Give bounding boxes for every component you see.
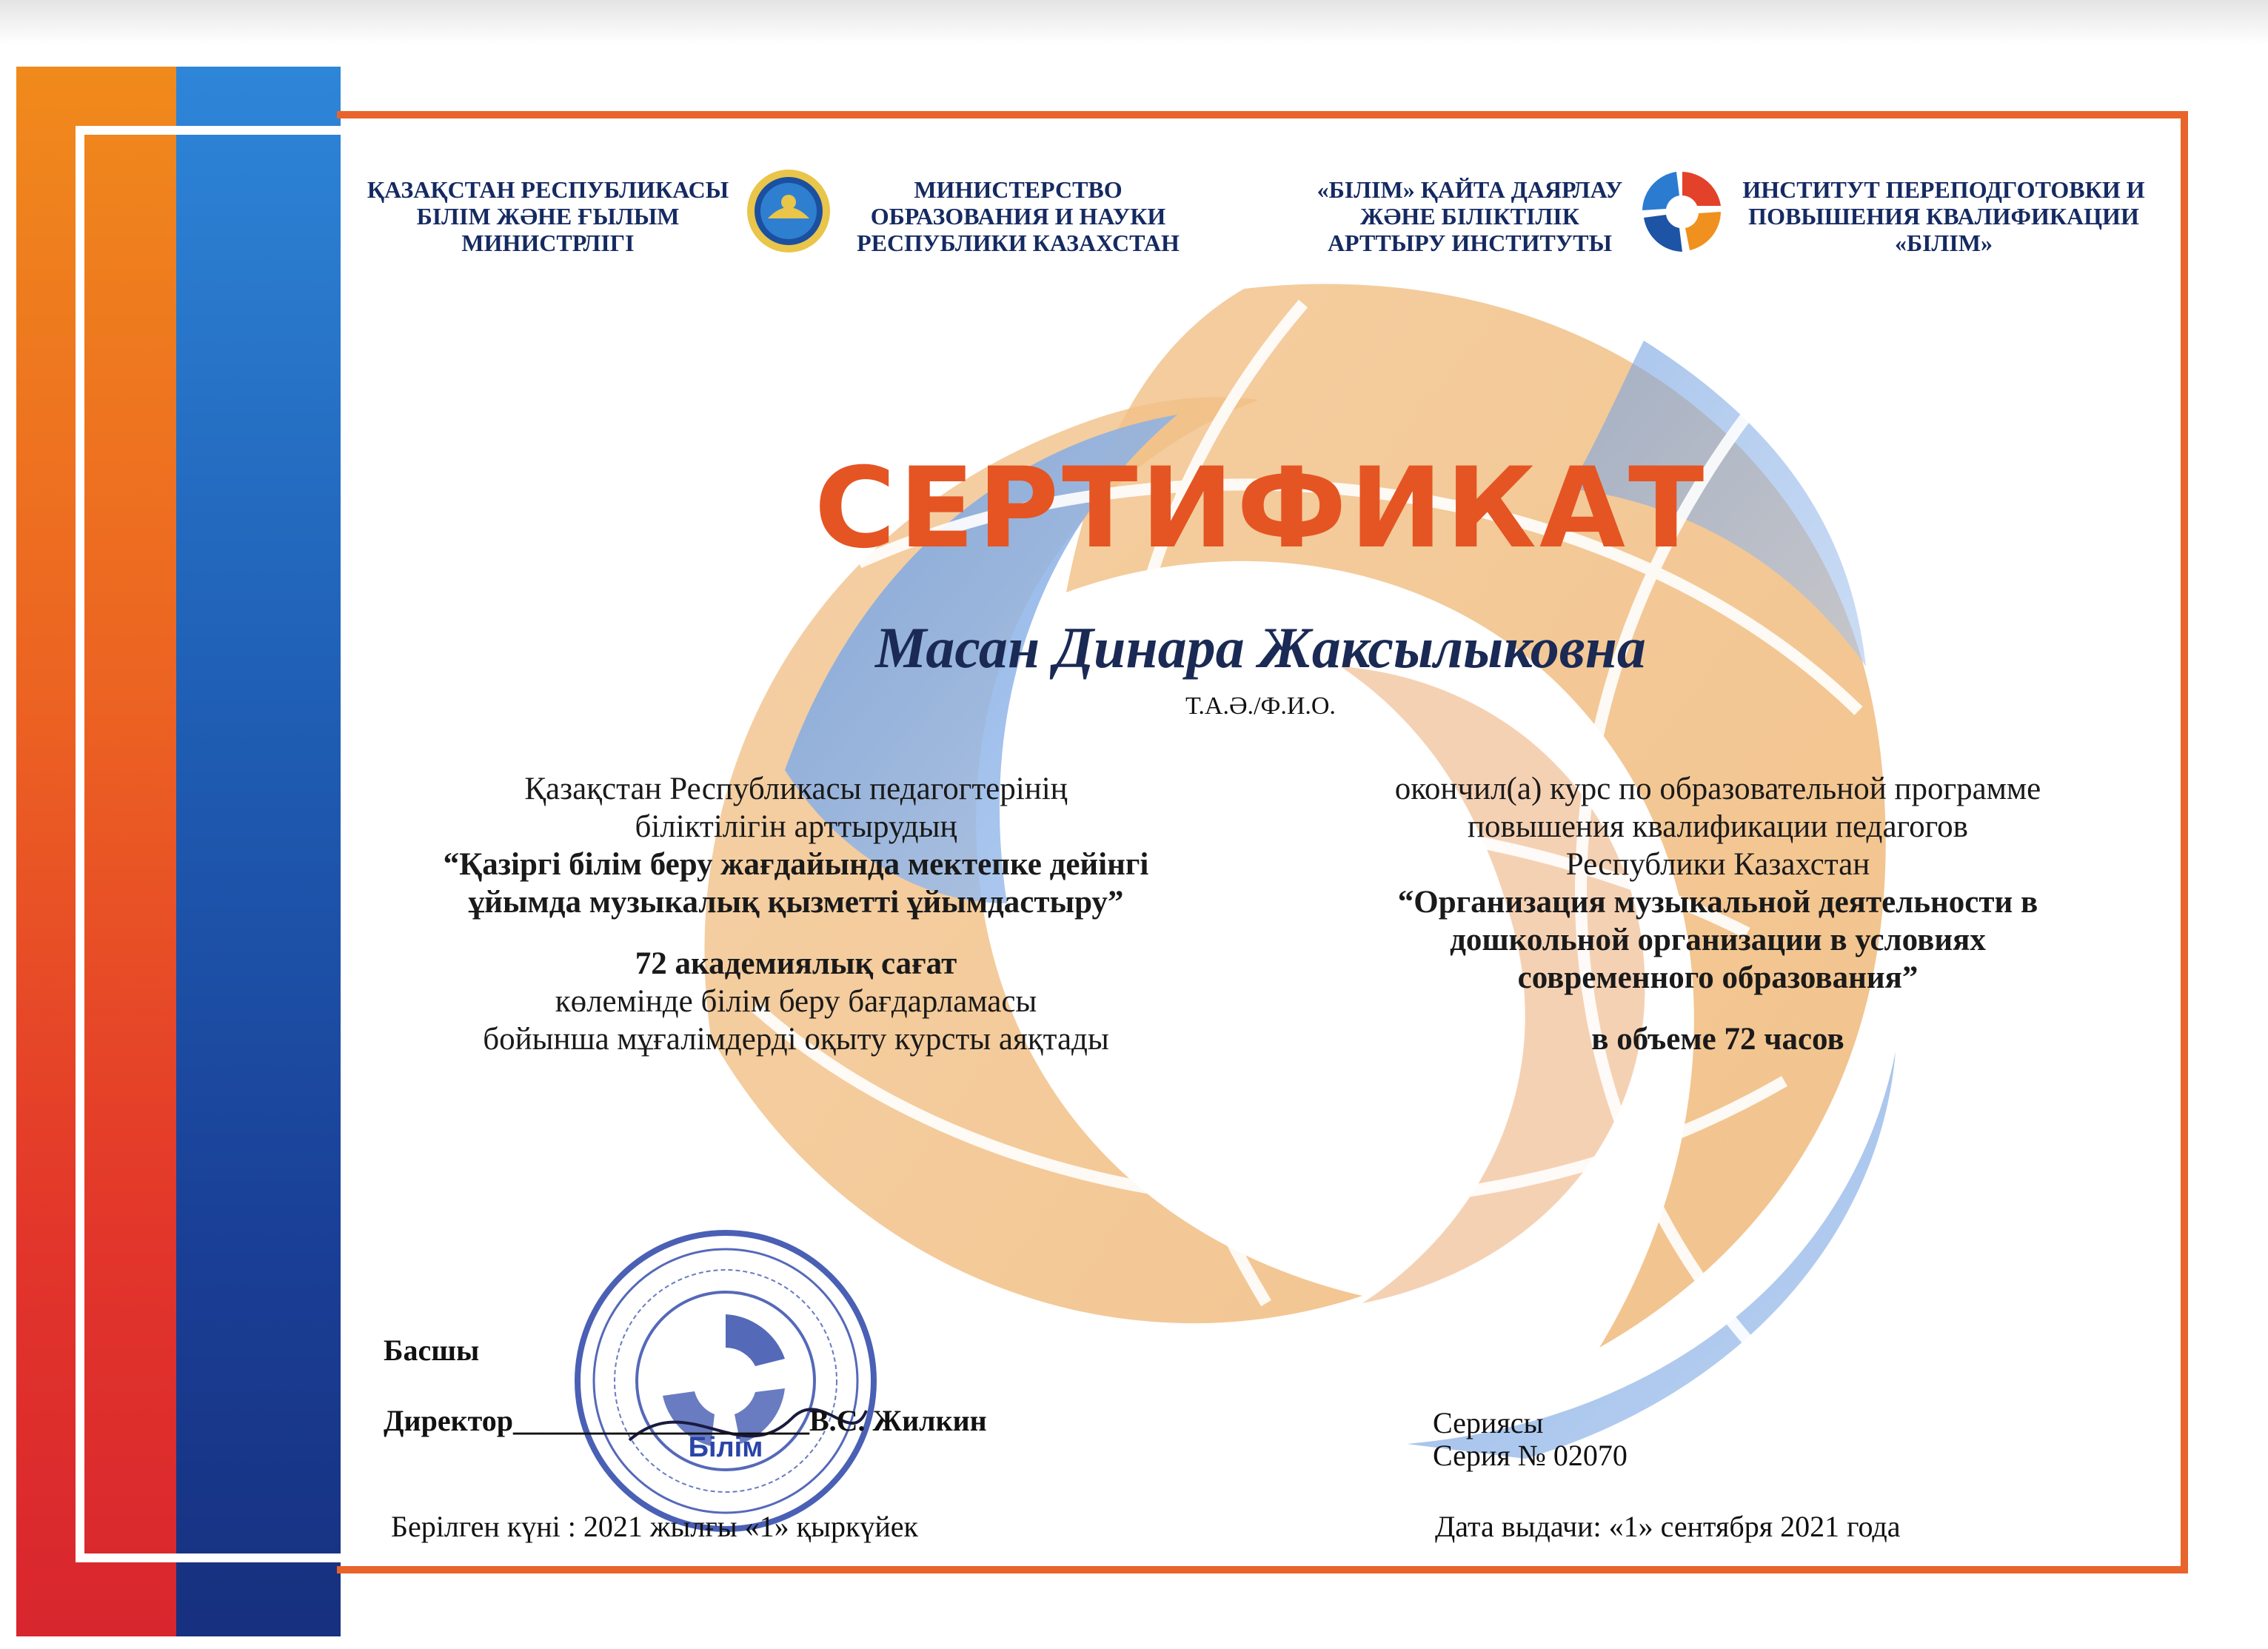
signature-line: ____________________ xyxy=(512,1404,809,1437)
kz-line: біліктілігін арттырудың xyxy=(635,809,957,844)
header-kz-ministry xyxy=(355,176,740,256)
ru-course-title: дошкольной организации в условиях xyxy=(1450,923,1986,957)
ru-course-title: современного образования” xyxy=(1517,960,1919,995)
header-line: ОБРАЗОВАНИЯ И НАУКИ xyxy=(870,203,1166,230)
header-line: БІЛІМ ЖӘНЕ ҒЫЛЫМ xyxy=(416,203,680,230)
kz-course-title: ұйымда музыкалық қызметті ұйымдастыру” xyxy=(468,885,1124,920)
series-number: Серия № 02070 xyxy=(1433,1439,1628,1472)
series-label-kz: Сериясы xyxy=(1433,1406,1544,1439)
kz-line: көлемінде білім беру бағдарламасы xyxy=(555,984,1037,1019)
header-line: ҚАЗАҚСТАН РЕСПУБЛИКАСЫ xyxy=(367,176,729,203)
ru-line: окончил(а) курс по образовательной программе xyxy=(1394,772,2041,806)
header-line: ЖӘНЕ БІЛІКТІЛІК xyxy=(1360,203,1579,230)
kz-line: Қазақстан Республикасы педагогтерінің xyxy=(524,772,1068,806)
ru-line: Республики Казахстан xyxy=(1565,847,1870,882)
header-line: АРТТЫРУ ИНСТИТУТЫ xyxy=(1327,230,1613,256)
ru-line: повышения квалификации педагогов xyxy=(1468,809,1968,844)
ru-course-title: “Организация музыкальной деятельности в xyxy=(1397,885,2038,920)
signature-row xyxy=(384,1403,987,1438)
ru-text-column xyxy=(1296,770,2140,1058)
kz-hours: 72 академиялық сағат xyxy=(635,946,957,981)
header-line: «БІЛІМ» ҚАЙТА ДАЯРЛАУ xyxy=(1317,176,1623,203)
recipient-name: Масан Динара Жаксылыковна xyxy=(875,615,1646,680)
header-line: РЕСПУБЛИКИ КАЗАХСТАН xyxy=(857,230,1180,256)
signer-name: В.С. Жилкин xyxy=(809,1404,987,1437)
header-line: МИНИСТРЛІГІ xyxy=(461,230,635,256)
header-kz-institute xyxy=(1292,176,1648,256)
signature-label-ru: Директор xyxy=(384,1404,513,1437)
issue-date-ru: Дата выдачи: «1» сентября 2021 года xyxy=(1435,1510,1901,1543)
ru-hours: в объеме 72 часов xyxy=(1591,1022,1844,1057)
seal-center-text: Білім xyxy=(688,1432,763,1463)
issue-date-kz: Берілген күні : 2021 жылғы «1» қыркүйек xyxy=(391,1510,918,1543)
ministry-emblem-icon xyxy=(744,167,833,255)
header-line: МИНИСТЕРСТВО xyxy=(914,176,1123,203)
header-line: «БІЛІМ» xyxy=(1894,230,1993,256)
kz-line: бойынша мұғалімдерді оқыту курсты аяқтады xyxy=(483,1022,1109,1057)
official-seal-icon xyxy=(570,1225,881,1536)
header-line: ИНСТИТУТ ПЕРЕПОДГОТОВКИ И xyxy=(1742,176,2145,203)
kz-text-column xyxy=(355,770,1237,1058)
bilim-institute-logo-icon xyxy=(1638,167,1727,256)
recipient-caption: Т.А.Ә./Ф.И.О. xyxy=(1185,692,1336,720)
header-ru-institute xyxy=(1736,176,2151,256)
scan-shadow xyxy=(0,0,2268,44)
header-line: ПОВЫШЕНИЯ КВАЛИФИКАЦИИ xyxy=(1748,203,2139,230)
certificate-title: СЕРТИФИКАТ xyxy=(814,444,1707,573)
signature-label-kz: Басшы xyxy=(384,1334,480,1367)
kz-course-title: “Қазіргі білім беру жағдайында мектепке дейінгі xyxy=(443,847,1149,882)
header-ru-ministry xyxy=(840,176,1196,256)
